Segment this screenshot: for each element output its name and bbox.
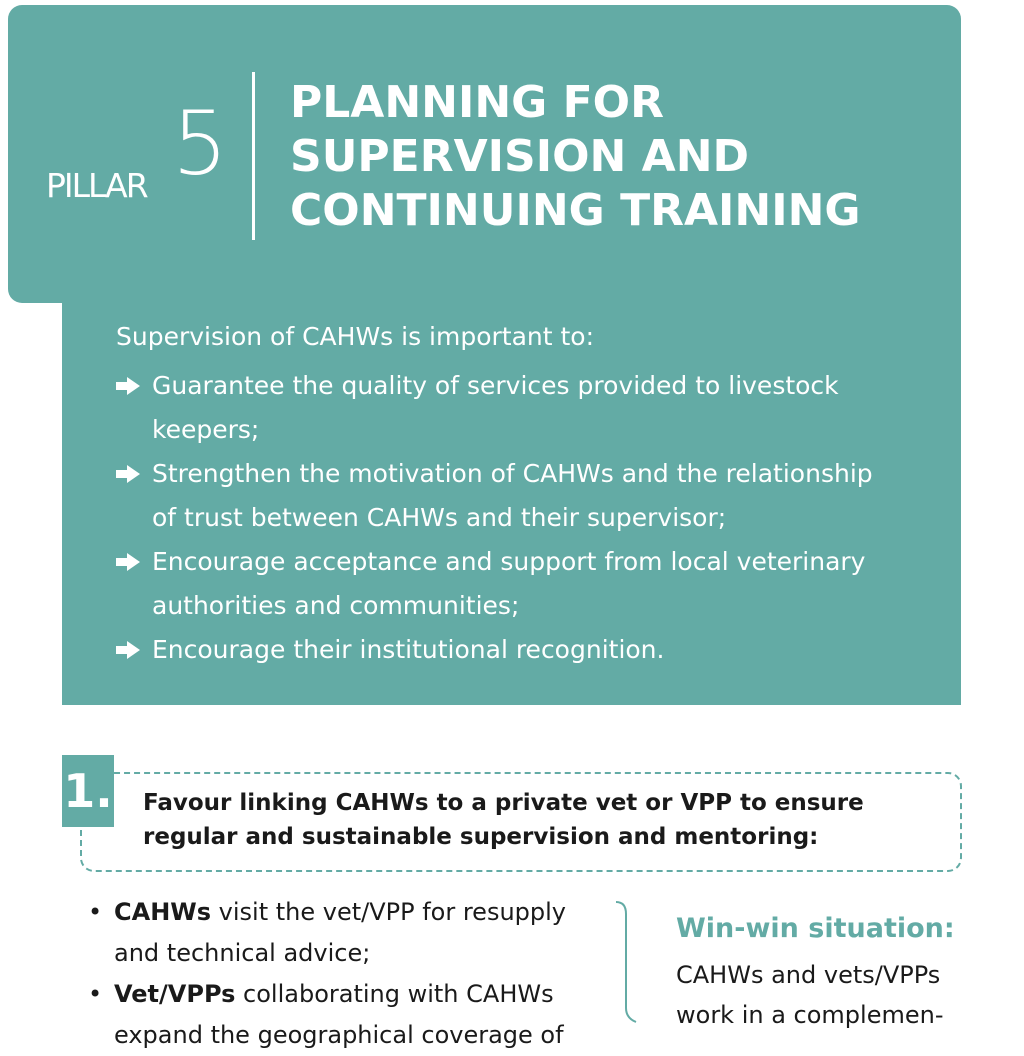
list-item-line: Encourage their institutional recognition. [152,635,665,664]
title-line-3: CONTINUING TRAINING [290,185,861,236]
header-divider [252,72,255,240]
section-bullets [88,892,608,1056]
callout-title: Win-win situation: [676,913,955,944]
section-heading-line: Favour linking CAHWs to a private vet or VPP to ensure [143,790,864,816]
title-line-1: PLANNING FOR [290,77,664,128]
panel-notch [8,303,62,327]
brace-icon [612,900,642,1024]
list-item-line: Encourage acceptance and support from local veterinary [152,547,866,576]
callout-line: work in a complemen- [676,1001,944,1029]
bullet-text: expand the geographical coverage of [114,1021,564,1049]
arrow-right-icon [116,465,140,483]
intro-list [116,364,936,672]
arrow-right-icon [116,377,140,395]
list-item-line: Strengthen the motivation of CAHWs and the relationship [152,459,873,488]
callout-text [676,955,944,1035]
section-heading [143,786,864,854]
list-item-line: keepers; [152,415,260,444]
arrow-right-icon [116,553,140,571]
intro-lead: Supervision of CAHWs is important to: [116,322,595,351]
bullet-text: and technical advice; [114,939,371,967]
list-item [116,628,936,672]
pillar-number: 5 [172,92,228,195]
list-item-line: Guarantee the quality of services provided to livestock [152,371,839,400]
list-item [116,364,936,452]
bullet-text: visit the vet/VPP for resupply [211,898,567,926]
list-item-line: of trust between CAHWs and their supervisor; [152,503,727,532]
list-item [88,974,608,1056]
list-item [116,540,936,628]
section-number: 1. [62,755,114,827]
list-item [116,452,936,540]
list-item-line: authorities and communities; [152,591,520,620]
arrow-right-icon [116,641,140,659]
pillar-label: PILLAR [46,166,147,205]
list-item [88,892,608,974]
bullet-term: CAHWs [114,898,212,926]
callout-line: CAHWs and vets/VPPs [676,961,941,989]
bullet-term: Vet/VPPs [114,980,236,1008]
title-line-2: SUPERVISION AND [290,131,750,182]
page-title [290,76,861,238]
bullet-text: collaborating with CAHWs [235,980,554,1008]
section-heading-line: regular and sustainable supervision and mentoring: [143,824,819,850]
